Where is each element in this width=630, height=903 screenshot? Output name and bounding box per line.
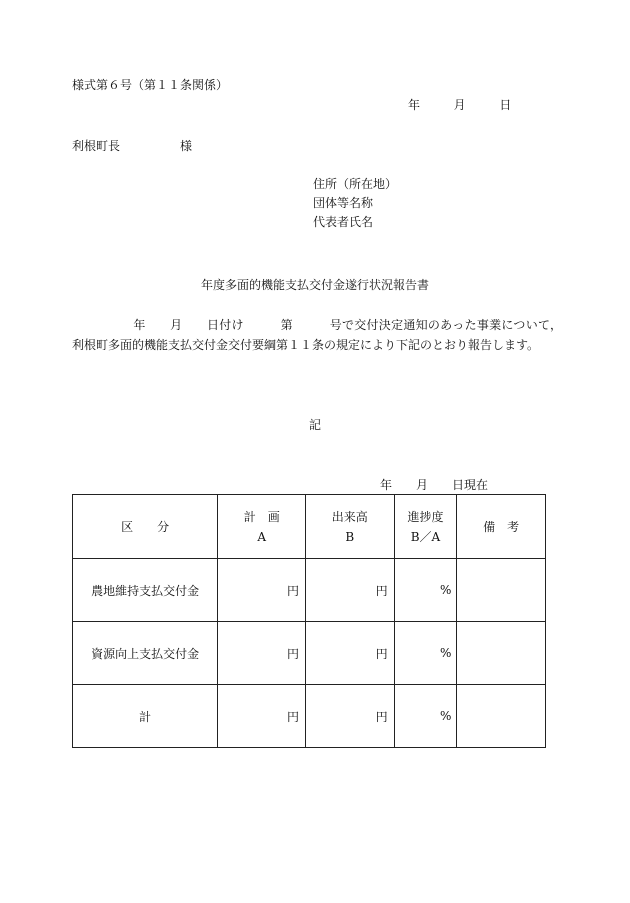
- header-category: 区 分: [73, 495, 218, 559]
- addressee-honorific: 様: [180, 139, 193, 153]
- row-label: 農地維持支払交付金: [73, 559, 218, 622]
- progress-cell[interactable]: %: [394, 622, 457, 685]
- progress-cell[interactable]: %: [394, 685, 457, 748]
- actual-cell[interactable]: 円: [306, 559, 395, 622]
- header-remarks: 備 考: [457, 495, 546, 559]
- body-paragraph: 年 月 日付け 第 号で交付決定通知のあった事業について，利根町多面的機能支払交付金交付要綱第１１条の規定により下記のとおり報告します。: [72, 318, 562, 352]
- table-row: [73, 622, 546, 685]
- date-day: 日: [499, 98, 512, 112]
- header-plan: 計 画 A: [218, 495, 306, 559]
- remarks-cell[interactable]: [457, 559, 546, 622]
- row-label-total: 計: [73, 685, 218, 748]
- date-month: 月: [453, 98, 466, 112]
- table-row: [73, 685, 546, 748]
- date-line: [408, 96, 511, 113]
- addressee-name: 利根町長: [72, 139, 121, 153]
- date-year: 年: [408, 98, 421, 112]
- row-label: 資源向上支払交付金: [73, 622, 218, 685]
- form-number: 様式第６号（第１１条関係）: [72, 78, 229, 92]
- report-table: [72, 494, 546, 748]
- sender-address-label: 住所（所在地）: [313, 177, 398, 191]
- header-progress: 進捗度 B／A: [394, 495, 457, 559]
- addressee: [72, 137, 192, 154]
- plan-cell[interactable]: 円: [218, 559, 306, 622]
- as-of-date: 年 月 日現在: [380, 478, 489, 492]
- plan-cell[interactable]: 円: [218, 622, 306, 685]
- progress-cell[interactable]: %: [394, 559, 457, 622]
- table-header-row: [73, 495, 546, 559]
- plan-cell[interactable]: 円: [218, 685, 306, 748]
- actual-cell[interactable]: 円: [306, 685, 395, 748]
- document-title: 年度多面的機能支払交付金遂行状況報告書: [200, 278, 429, 292]
- sender-block: [313, 175, 397, 232]
- ki-heading: 記: [308, 418, 321, 432]
- sender-representative-label: 代表者氏名: [313, 215, 374, 229]
- remarks-cell[interactable]: [457, 622, 546, 685]
- sender-organization-label: 団体等名称: [313, 196, 374, 210]
- table-row: [73, 559, 546, 622]
- remarks-cell[interactable]: [457, 685, 546, 748]
- actual-cell[interactable]: 円: [306, 622, 395, 685]
- header-actual: 出来高 B: [306, 495, 395, 559]
